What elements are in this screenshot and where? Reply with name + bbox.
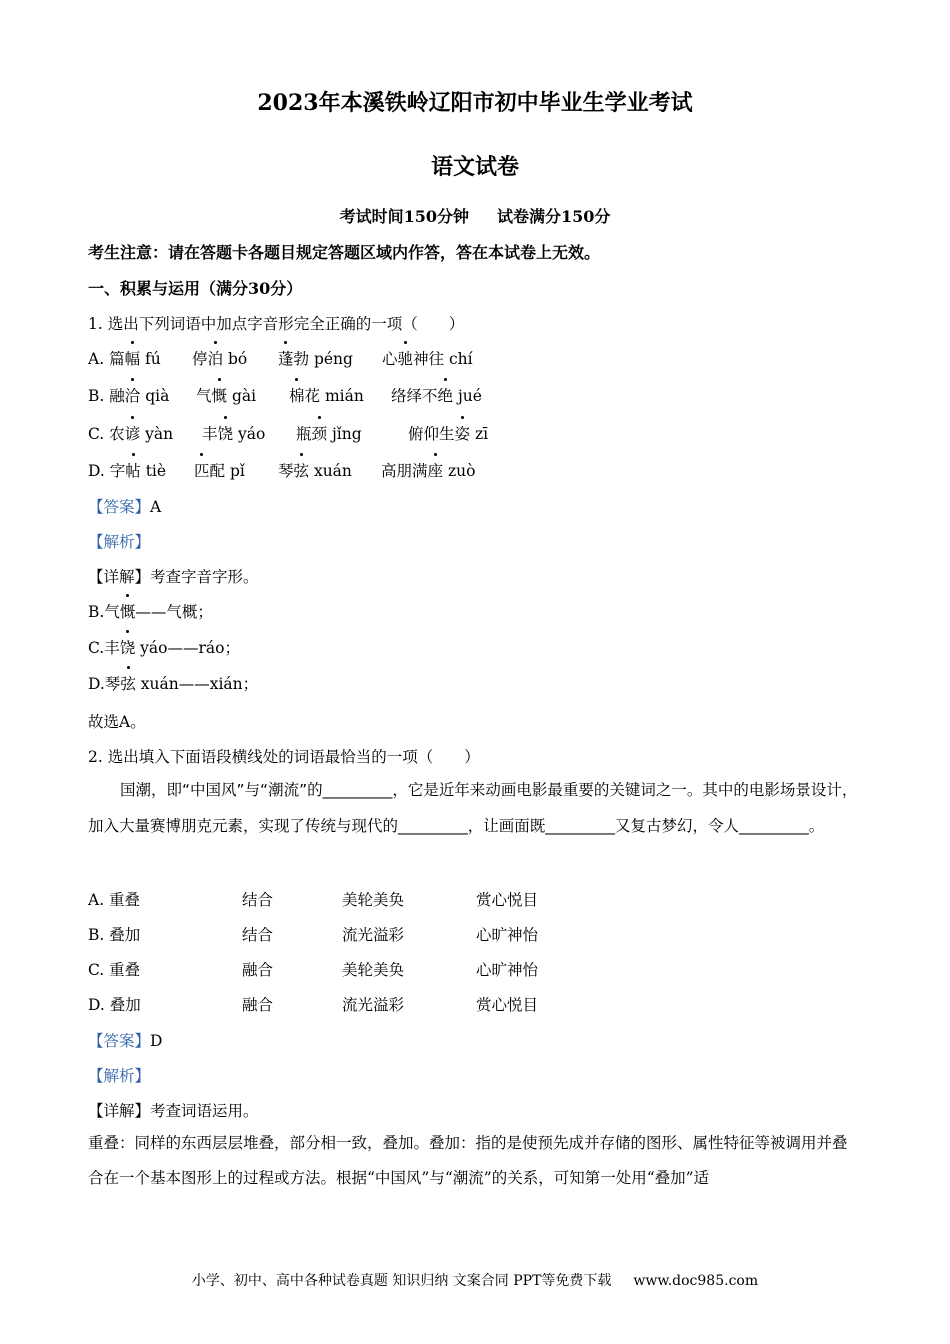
q1-option-A-word-2 — [192, 347, 247, 369]
answer-tag: 【答案】 — [88, 498, 151, 516]
q1-detail — [88, 565, 259, 587]
q1-answer — [88, 495, 161, 517]
word-prefix: 丰 — [202, 425, 218, 443]
q1-option-A-word-1 — [88, 347, 161, 369]
dotted-character: 弦 — [294, 459, 310, 481]
pinyin: chí — [444, 350, 473, 368]
pinyin: péng — [309, 350, 353, 368]
q2-passage — [88, 772, 860, 844]
pinyin: xuán — [309, 462, 352, 480]
q1-option-A-word-3 — [278, 347, 353, 369]
line-prefix: C.丰 — [88, 639, 120, 657]
dotted-character: 颈 — [312, 422, 328, 444]
pinyin: bó — [223, 350, 248, 368]
q2-answer — [88, 1029, 162, 1051]
pinyin: gài — [227, 387, 257, 405]
q2-option-B-col-1: B. 叠加 — [88, 926, 141, 944]
footer-text: 小学、初中、高中各种试卷真题 知识归纳 文案合同 PPT等免费下载 — [191, 1273, 612, 1289]
q1-option-B-word-1 — [88, 384, 169, 406]
q1-conclusion: 故选A。 — [88, 713, 146, 731]
q2-option-C-col-2: 融合 — [242, 961, 274, 979]
page-subtitle: 语文试卷 — [430, 154, 519, 180]
dotted-character: 棉 — [289, 384, 305, 406]
dotted-character: 谚 — [125, 422, 141, 444]
line-suffix: yáo——ráo； — [135, 639, 240, 657]
detail-text: 考查字音字形。 — [150, 568, 259, 586]
answer-value: D — [150, 1032, 163, 1050]
q1-option-D-word-4 — [381, 459, 475, 481]
full-score: 试卷满分150分 — [497, 207, 611, 226]
dotted-character: 驰 — [398, 347, 414, 369]
q2-detail — [88, 1099, 259, 1121]
line-prefix: B.气 — [88, 603, 120, 621]
q1-option-B-word-3 — [289, 384, 364, 406]
dotted-character: 洽 — [125, 384, 141, 406]
q2-option-B-col-4: 心旷神怡 — [476, 926, 539, 944]
word-prefix: 心 — [382, 350, 398, 368]
q2-analysis-tag: 【解析】 — [88, 1067, 151, 1085]
q1-analysis-tag: 【解析】 — [88, 533, 151, 551]
footer-site: www.doc985.com — [633, 1273, 759, 1289]
pinyin: zī — [470, 425, 489, 443]
q2-passage-text: 国潮，即“中国风”与“潮流”的_________，它是近年来动画电影最重要的关键词之一。其中的电影场景设计，加入大量赛博朋克元素，实现了传统与现代的_________，让画面既_________又复古梦幻，令人_________。 — [88, 781, 858, 835]
q1-option-A-word-4 — [382, 347, 473, 369]
word-suffix: 神往 — [413, 350, 445, 368]
word-suffix: 配 — [209, 462, 226, 480]
word-prefix: 琴 — [278, 462, 294, 480]
q1-correction-line — [88, 636, 240, 658]
dotted-character: 帖 — [125, 459, 141, 481]
word-suffix: 花 — [304, 387, 321, 405]
q2-option-D-col-2: 融合 — [242, 996, 274, 1014]
exam-time: 考试时间150分钟 — [339, 207, 469, 226]
notice: 考生注意：请在答题卡各题目规定答题区域内作答，答在本试卷上无效。 — [88, 243, 601, 262]
q2-option-A-col-1: A. 重叠 — [88, 891, 141, 909]
dotted-character: 匹 — [194, 459, 210, 481]
q2-option-A-col-2: 结合 — [242, 891, 274, 909]
option-label: C. — [88, 425, 110, 443]
q2-option-D-col-3: 流光溢彩 — [342, 996, 405, 1014]
q2-option-C-col-1: C. 重叠 — [88, 961, 141, 979]
word-prefix: 高朋满 — [381, 462, 428, 480]
q1-stem: 1. 选出下列词语中加点字音形完全正确的一项（ ） — [88, 315, 465, 333]
pinyin: zuò — [443, 462, 476, 480]
option-label: D. — [88, 462, 110, 480]
option-label: A. — [88, 350, 110, 368]
pinyin: jǐng — [327, 425, 362, 443]
q2-option-C-col-3: 美轮美奂 — [342, 961, 405, 979]
q1-option-C-word-3 — [296, 422, 362, 444]
q1-option-B-word-2 — [196, 384, 256, 406]
q1-option-C-word-4 — [408, 422, 488, 444]
word-suffix: 勃 — [293, 350, 310, 368]
q2-option-B-col-2: 结合 — [242, 926, 274, 944]
q2-option-A-col-3: 美轮美奂 — [342, 891, 405, 909]
q1-option-C-word-1 — [88, 422, 173, 444]
pinyin: pǐ — [225, 462, 245, 480]
answer-value: A — [150, 498, 162, 516]
word-prefix: 农 — [109, 425, 125, 443]
q2-option-D-col-4: 赏心悦目 — [476, 996, 539, 1014]
line-suffix: ——气概； — [135, 603, 213, 621]
page-title: 2023年本溪铁岭辽阳市初中毕业生学业考试 — [257, 90, 693, 116]
pinyin: fú — [140, 350, 161, 368]
section-heading: 一、积累与运用（满分30分） — [88, 279, 303, 298]
detail-text: 考查词语运用。 — [150, 1102, 259, 1120]
dotted-character: 幅 — [125, 347, 141, 369]
pinyin: tiè — [140, 462, 167, 480]
pinyin: mián — [320, 387, 364, 405]
dotted-character: 座 — [428, 459, 444, 481]
q2-option-B-col-3: 流光溢彩 — [342, 926, 405, 944]
dotted-character: 慨 — [212, 384, 228, 406]
pinyin: jué — [453, 387, 482, 405]
pinyin: yàn — [140, 425, 174, 443]
word-prefix: 篇 — [109, 350, 125, 368]
q1-correction-line — [88, 600, 213, 622]
pinyin: qià — [140, 387, 170, 405]
dotted-character: 饶 — [120, 636, 136, 658]
word-prefix: 字 — [109, 462, 126, 480]
q2-explanation: 重叠：同样的东西层层堆叠，部分相一致，叠加。叠加：指的是使预先成并存储的图形、属性特征等被调用并叠合在一个基本图形上的过程或方法。根据“中国风”与“潮流”的关系，可知第一处用“叠加”适 — [88, 1134, 848, 1187]
detail-tag: 【详解】 — [88, 568, 151, 586]
footer — [0, 1270, 950, 1290]
q2-option-C-col-4: 心旷神怡 — [476, 961, 539, 979]
word-prefix: 气 — [196, 387, 212, 405]
option-label: B. — [88, 387, 110, 405]
q1-option-C-word-2 — [202, 422, 265, 444]
word-prefix: 瓶 — [296, 425, 312, 443]
q2-option-D-col-1: D. 叠加 — [88, 996, 141, 1014]
q2-stem: 2. 选出填入下面语段横线处的词语最恰当的一项（ ） — [88, 748, 480, 766]
word-prefix: 停 — [192, 350, 208, 368]
word-prefix: 俯仰生 — [408, 425, 455, 443]
line-prefix: D.琴 — [88, 675, 121, 693]
dotted-character: 泊 — [208, 347, 224, 369]
q1-option-B-word-4 — [391, 384, 482, 406]
word-prefix: 络绎不 — [391, 387, 438, 405]
word-prefix: 融 — [109, 387, 125, 405]
q1-option-D-word-3 — [278, 459, 352, 481]
q1-option-D-word-2 — [194, 459, 245, 481]
answer-tag: 【答案】 — [88, 1032, 151, 1050]
detail-tag: 【详解】 — [88, 1102, 151, 1120]
exam-info — [0, 204, 950, 227]
q1-correction-line — [88, 672, 258, 694]
dotted-character: 慨 — [120, 600, 136, 622]
q1-option-D-word-1 — [88, 459, 166, 481]
dotted-character: 弦 — [120, 672, 136, 694]
dotted-character: 饶 — [218, 422, 234, 444]
line-suffix: xuán——xián； — [135, 675, 259, 693]
pinyin: yáo — [233, 425, 266, 443]
dotted-character: 绝 — [438, 384, 454, 406]
dotted-character: 姿 — [455, 422, 471, 444]
q2-option-A-col-4: 赏心悦目 — [476, 891, 539, 909]
dotted-character: 蓬 — [278, 347, 294, 369]
